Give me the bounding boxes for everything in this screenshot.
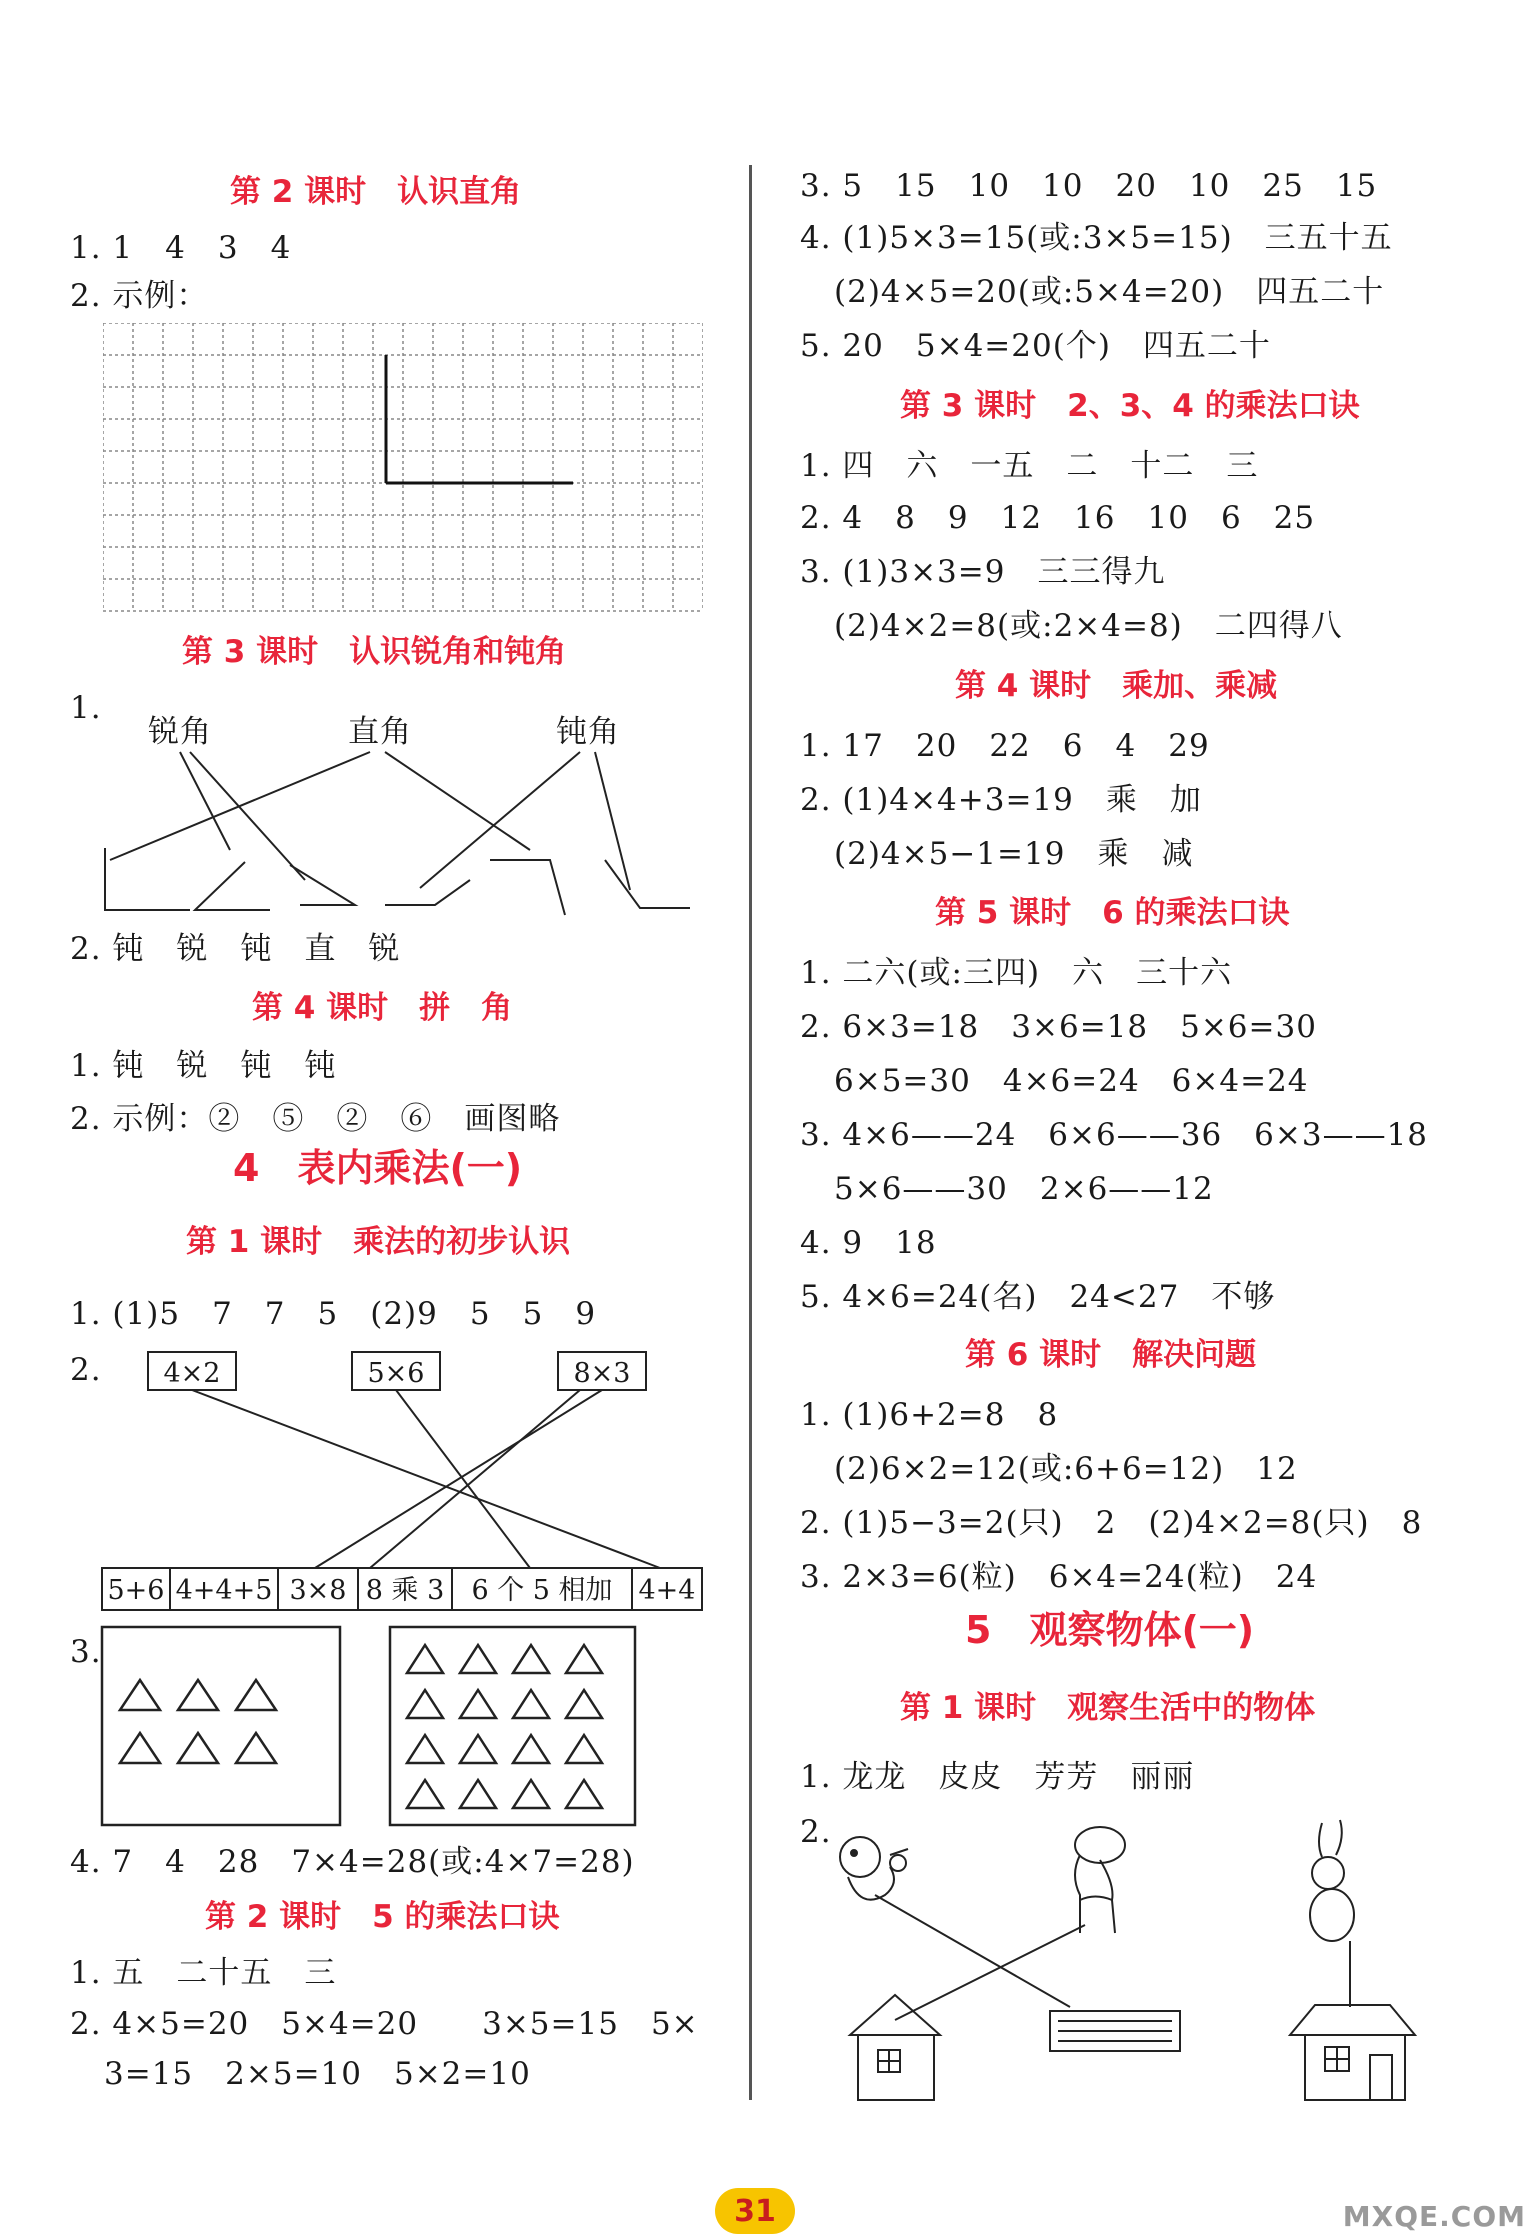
answer-line: 3. (1)3×3=9 三三得九 <box>800 554 1166 590</box>
answer-line: 5×6——30 2×6——12 <box>834 1171 1214 1207</box>
answer-line: 5. 20 5×4=20(个) 四五二十 <box>800 328 1271 364</box>
watermark: MXQE.COM <box>1342 2200 1526 2233</box>
page-number-badge: 31 <box>715 2188 795 2234</box>
bird-icon <box>840 1837 908 1900</box>
lesson-heading: 第 4 课时 乘加、乘减 <box>955 668 1278 704</box>
answer-line: 4. 9 18 <box>800 1225 937 1261</box>
multiplication-matching-figure <box>100 1350 710 1620</box>
dog-icon <box>1075 1827 1125 1933</box>
angle-matching-figure <box>90 750 710 920</box>
unit-heading: 4 表内乘法(一) <box>233 1146 523 1190</box>
answer-line: 2. (1)5−3=2(只) 2 (2)4×2=8(只) 8 <box>800 1505 1423 1541</box>
answer-line: 1. (1)5 7 7 5 (2)9 5 5 9 <box>70 1296 597 1332</box>
lesson-heading: 第 5 课时 6 的乘法口诀 <box>935 895 1290 931</box>
answer-line: 1. 五 二十五 三 <box>70 1955 337 1991</box>
lesson-heading: 第 2 课时 认识直角 <box>230 174 522 210</box>
rabbit-icon <box>1310 1820 1354 1941</box>
match-option: 4+4 <box>638 1575 696 1606</box>
answer-line: (2)6×2=12(或:6+6=12) 12 <box>834 1451 1298 1487</box>
house-icon <box>850 1995 940 2100</box>
lesson-heading: 第 4 课时 拼 角 <box>252 990 513 1026</box>
house-side-icon <box>1290 2005 1415 2100</box>
expression-box: 4×2 <box>163 1358 221 1389</box>
answer-line: 1. 1 4 3 4 <box>70 230 292 266</box>
answer-line: (2)4×5=20(或:5×4=20) 四五二十 <box>834 274 1385 310</box>
lesson-heading: 第 6 课时 解决问题 <box>965 1337 1257 1373</box>
answer-line: 1. 17 20 22 6 4 29 <box>800 728 1210 764</box>
answer-line: 5. 4×6=24(名) 24<27 不够 <box>800 1279 1276 1315</box>
match-option: 6 个 5 相加 <box>471 1575 613 1606</box>
observation-matching-figure <box>830 1815 1430 2105</box>
answer-line: 4. 7 4 28 7×4=28(或:4×7=28) <box>70 1844 635 1880</box>
house-top-view-icon <box>1050 2011 1180 2051</box>
answer-line: 2. 6×3=18 3×6=18 5×6=30 <box>800 1009 1317 1045</box>
lesson-heading: 第 3 课时 2、3、4 的乘法口诀 <box>900 388 1360 424</box>
expression-box: 8×3 <box>573 1358 631 1389</box>
column-divider <box>749 165 752 2100</box>
match-option: 3×8 <box>289 1575 347 1606</box>
unit-heading: 5 观察物体(一) <box>965 1608 1255 1652</box>
angle-label: 锐角 <box>148 714 212 750</box>
triangle-groups-figure <box>100 1625 640 1830</box>
answer-line: (2)4×2=8(或:2×4=8) 二四得八 <box>834 608 1343 644</box>
answer-line: (2)4×5−1=19 乘 减 <box>834 836 1194 872</box>
angle-label: 钝角 <box>556 714 620 750</box>
grid-figure <box>103 323 703 613</box>
answer-line: 2. <box>70 1352 102 1388</box>
answer-line: 3=15 2×5=10 5×2=10 <box>104 2056 531 2092</box>
answer-line: 1. 四 六 一五 二 十二 三 <box>800 448 1259 484</box>
lesson-heading: 第 1 课时 乘法的初步认识 <box>186 1224 571 1260</box>
answer-line: 3. 4×6——24 6×6——36 6×3——18 <box>800 1117 1429 1153</box>
answer-line: 3. 2×3=6(粒) 6×4=24(粒) 24 <box>800 1559 1318 1595</box>
answer-line: 1. <box>70 690 102 726</box>
expression-box: 5×6 <box>367 1358 425 1389</box>
answer-line: 1. 二六(或:三四) 六 三十六 <box>800 955 1233 991</box>
answer-line: 2. 4 8 9 12 16 10 6 25 <box>800 500 1316 536</box>
match-option: 8 乘 3 <box>365 1575 445 1606</box>
lesson-heading: 第 1 课时 观察生活中的物体 <box>900 1690 1316 1726</box>
answer-line: 1. 龙龙 皮皮 芳芳 丽丽 <box>800 1759 1195 1795</box>
match-option: 5+6 <box>107 1575 165 1606</box>
lesson-heading: 第 2 课时 5 的乘法口诀 <box>205 1899 560 1935</box>
answer-line: 1. 钝 锐 钝 钝 <box>70 1048 337 1084</box>
lesson-heading: 第 3 课时 认识锐角和钝角 <box>182 634 567 670</box>
answer-line: 2. 示例： <box>70 278 209 314</box>
answer-line: 3. <box>70 1634 102 1670</box>
answer-line: 2. 示例：② ⑤ ② ⑥ 画图略 <box>70 1101 561 1137</box>
answer-line: 1. (1)6+2=8 8 <box>800 1397 1059 1433</box>
answer-line: 2. (1)4×4+3=19 乘 加 <box>800 782 1202 818</box>
match-option: 4+4+5 <box>175 1575 273 1606</box>
answer-line: 2. <box>800 1814 832 1850</box>
angle-label: 直角 <box>348 714 412 750</box>
answer-line: 6×5=30 4×6=24 6×4=24 <box>834 1063 1309 1099</box>
answer-line: 4. (1)5×3=15(或:3×5=15) 三五十五 <box>800 220 1393 256</box>
answer-line: 2. 4×5=20 5×4=20 3×5=15 5× <box>70 2006 699 2042</box>
answer-line: 3. 5 15 10 10 20 10 25 15 <box>800 168 1378 204</box>
answer-line: 2. 钝 锐 钝 直 锐 <box>70 931 401 967</box>
